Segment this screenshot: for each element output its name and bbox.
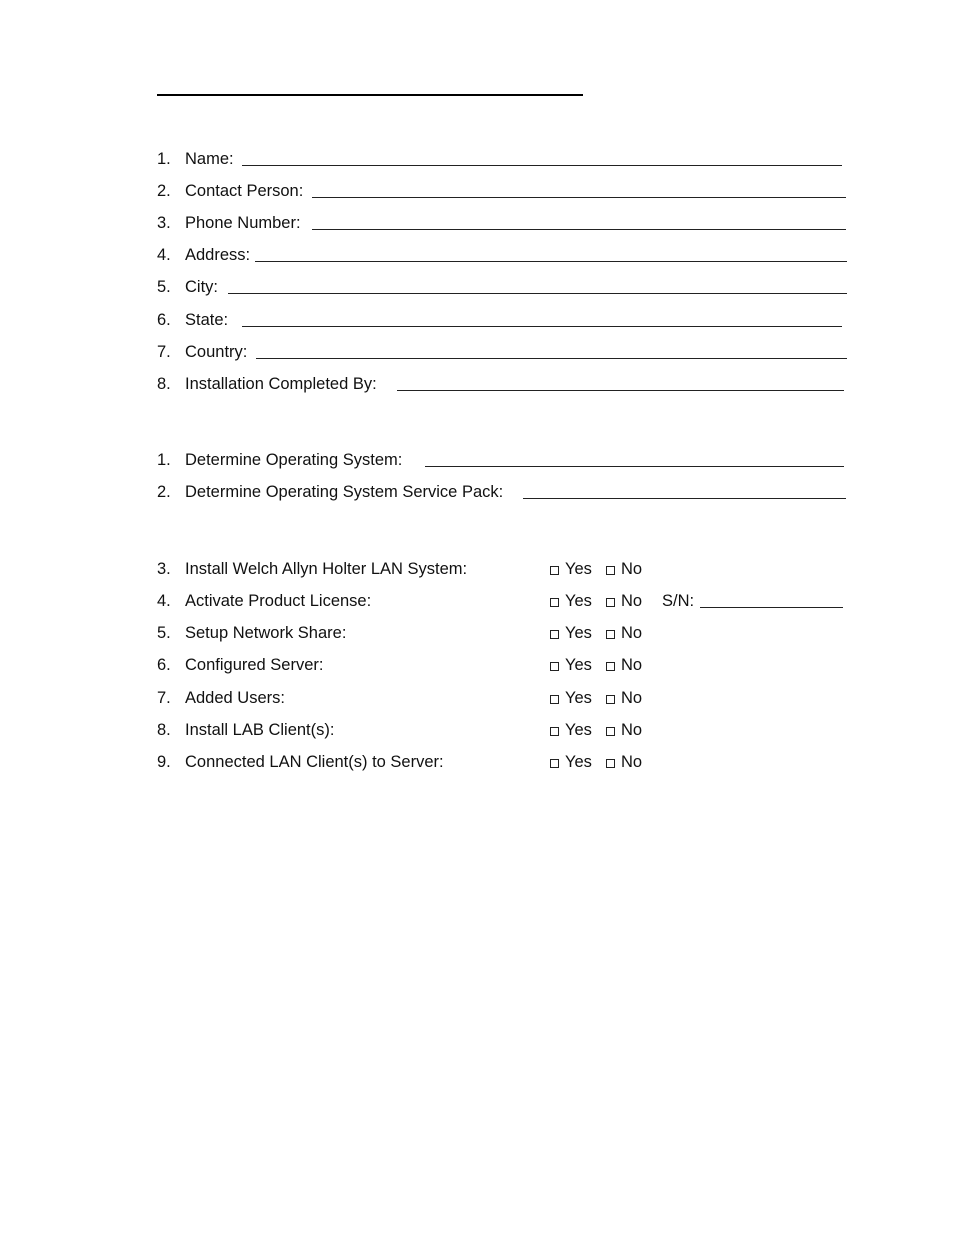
checklist-label: Connected LAN Client(s) to Server: — [185, 753, 444, 771]
yes-checkbox[interactable] — [550, 695, 559, 704]
yes-option[interactable] — [550, 687, 592, 709]
item-number: 4. — [157, 246, 171, 264]
country-field[interactable] — [256, 341, 847, 359]
no-option[interactable] — [606, 622, 642, 644]
serial-number-field[interactable] — [700, 590, 843, 608]
checklist-row-added-users — [157, 687, 857, 709]
item-number: 4. — [157, 592, 171, 610]
installation-completed-by-field[interactable] — [397, 373, 844, 391]
state-field[interactable] — [242, 309, 842, 327]
yes-checkbox[interactable] — [550, 662, 559, 671]
checklist-label: Configured Server: — [185, 656, 324, 674]
no-checkbox[interactable] — [606, 727, 615, 736]
name-field[interactable] — [242, 148, 842, 166]
item-number: 1. — [157, 150, 171, 168]
checklist-label: Install LAB Client(s): — [185, 721, 335, 739]
yes-option[interactable] — [550, 751, 592, 773]
yes-checkbox[interactable] — [550, 759, 559, 768]
no-checkbox[interactable] — [606, 695, 615, 704]
item-number: 5. — [157, 624, 171, 642]
no-checkbox[interactable] — [606, 566, 615, 575]
item-number: 1. — [157, 451, 171, 469]
item-number: 6. — [157, 311, 171, 329]
field-label: State: — [185, 311, 229, 329]
yes-option[interactable] — [550, 558, 592, 580]
item-number: 5. — [157, 278, 171, 296]
checklist-row-install-lan-system — [157, 558, 857, 580]
no-label: No — [621, 592, 643, 610]
no-option[interactable] — [606, 751, 642, 773]
no-option[interactable] — [606, 558, 642, 580]
no-option[interactable] — [606, 590, 642, 612]
field-label: Determine Operating System: — [185, 451, 403, 469]
contact-person-field[interactable] — [312, 180, 846, 198]
no-label: No — [621, 689, 643, 707]
checklist-row-configured-server — [157, 654, 857, 676]
checklist-row-activate-license — [157, 590, 857, 612]
field-label: City: — [185, 278, 218, 296]
checklist-label: Setup Network Share: — [185, 624, 347, 642]
yes-label: Yes — [565, 689, 592, 707]
field-label: Installation Completed By: — [185, 375, 377, 393]
no-option[interactable] — [606, 719, 642, 741]
city-field[interactable] — [228, 276, 847, 294]
item-number: 2. — [157, 182, 171, 200]
item-number: 7. — [157, 689, 171, 707]
no-label: No — [621, 656, 643, 674]
yes-label: Yes — [565, 592, 592, 610]
no-checkbox[interactable] — [606, 630, 615, 639]
address-field[interactable] — [255, 244, 847, 262]
serial-number-label: S/N: — [662, 592, 695, 610]
item-number: 2. — [157, 483, 171, 501]
item-number: 3. — [157, 214, 171, 232]
checklist-row-install-lab-client — [157, 719, 857, 741]
checklist-row-setup-network-share — [157, 622, 857, 644]
yes-checkbox[interactable] — [550, 630, 559, 639]
field-label: Address: — [185, 246, 251, 264]
yes-option[interactable] — [550, 590, 592, 612]
item-number: 3. — [157, 560, 171, 578]
yes-label: Yes — [565, 656, 592, 674]
yes-label: Yes — [565, 721, 592, 739]
field-label: Contact Person: — [185, 182, 304, 200]
checklist-row-connected-lan-clients — [157, 751, 857, 773]
item-number: 8. — [157, 721, 171, 739]
yes-option[interactable] — [550, 719, 592, 741]
yes-checkbox[interactable] — [550, 566, 559, 575]
yes-option[interactable] — [550, 654, 592, 676]
no-checkbox[interactable] — [606, 662, 615, 671]
phone-number-field[interactable] — [312, 212, 846, 230]
no-label: No — [621, 560, 643, 578]
item-number: 6. — [157, 656, 171, 674]
no-label: No — [621, 624, 643, 642]
field-label: Country: — [185, 343, 248, 361]
checklist-label: Install Welch Allyn Holter LAN System: — [185, 560, 468, 578]
no-label: No — [621, 753, 643, 771]
service-pack-field[interactable] — [523, 481, 846, 499]
checklist-label: Added Users: — [185, 689, 285, 707]
operating-system-field[interactable] — [425, 449, 844, 467]
no-checkbox[interactable] — [606, 759, 615, 768]
field-label: Determine Operating System Service Pack: — [185, 483, 504, 501]
yes-checkbox[interactable] — [550, 598, 559, 607]
checklist-label: Activate Product License: — [185, 592, 372, 610]
yes-checkbox[interactable] — [550, 727, 559, 736]
yes-label: Yes — [565, 753, 592, 771]
no-option[interactable] — [606, 654, 642, 676]
field-label: Name: — [185, 150, 234, 168]
yes-option[interactable] — [550, 622, 592, 644]
field-label: Phone Number: — [185, 214, 301, 232]
yes-label: Yes — [565, 560, 592, 578]
item-number: 8. — [157, 375, 171, 393]
no-checkbox[interactable] — [606, 598, 615, 607]
item-number: 7. — [157, 343, 171, 361]
item-number: 9. — [157, 753, 171, 771]
no-option[interactable] — [606, 687, 642, 709]
title-underline — [157, 94, 583, 96]
yes-label: Yes — [565, 624, 592, 642]
no-label: No — [621, 721, 643, 739]
